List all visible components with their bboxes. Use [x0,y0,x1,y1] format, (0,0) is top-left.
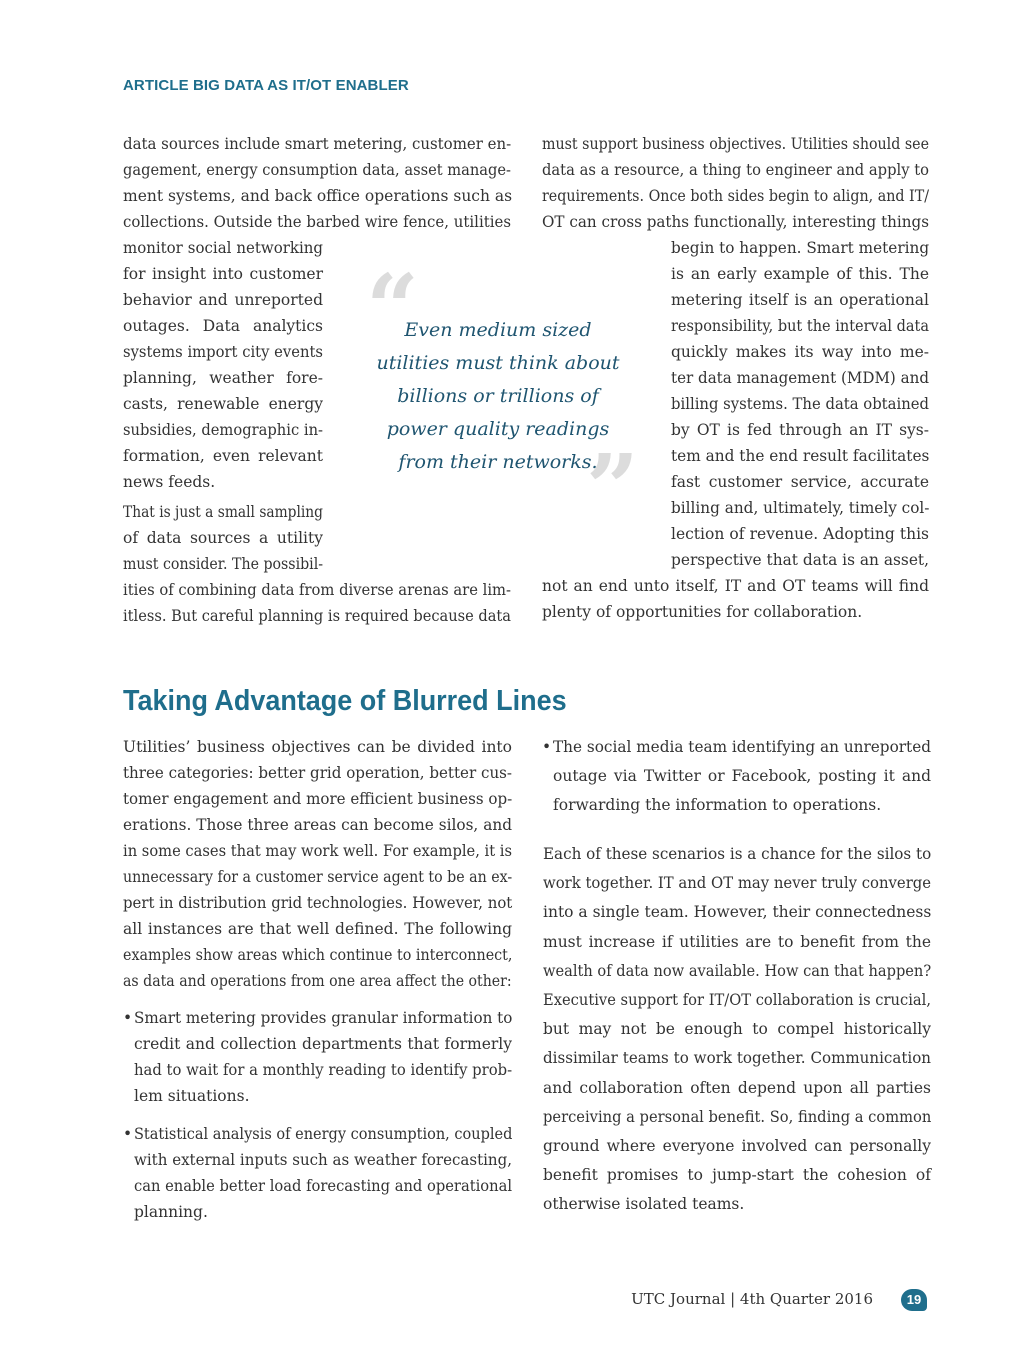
bullet-text-line: forwarding the information to operations. [553,796,882,814]
body-text-line: casts, renewable energy [123,395,323,413]
body-text-line: is an early example of this. The [671,265,929,283]
bullet-text-line: with external inputs such as weather forecasting, [134,1151,512,1169]
pull-quote-line: billions or trillions of [397,385,599,407]
body-text-line: perspective that data is an asset, [671,551,929,569]
body-text-line: planning, weather fore- [123,369,323,387]
bullet-text-line: credit and collection departments that formerly [134,1035,512,1053]
body-text-line: benefit promises to jump-start the cohesion of [543,1166,931,1185]
body-text-line: must support business objectives. Utilities should see [542,135,929,153]
body-text-line: subsidies, demographic in- [123,421,323,439]
body-text-line: outages. Data analytics [123,317,323,335]
body-text-line: ities of combining data from diverse arenas are lim- [123,581,512,599]
body-text-line: quickly makes its way into me- [671,343,929,361]
pull-quote [372,314,624,479]
body-text-line: work together. IT and OT may never truly converge [543,874,932,893]
body-text-line: into a single team. However, their connectedness [543,903,932,922]
body-text-line: of data sources a utility [123,529,323,547]
body-text-line: as data and operations from one area affect the other: [123,972,512,990]
body-text-line: metering itself is an operational [671,291,929,309]
section-label: ARTICLE BIG DATA AS IT/OT ENABLER [123,77,409,94]
body-text-line: must consider. The possibil- [123,555,323,573]
body-text-line: formation, even relevant [123,447,323,465]
body-text-line: requirements. Once both sides begin to align, and IT/ [542,187,929,205]
body-text-line: begin to happen. Smart metering [671,239,930,257]
open-quote-mark: “ [366,254,419,362]
body-text-line: perceiving a personal benefit. So, finding a common [543,1107,932,1126]
body-text-line: behavior and unreported [123,291,323,309]
body-text-line: Utilities’ business objectives can be divided into [123,738,512,756]
body-text-line: pert in distribution grid technologies. However, not [123,894,513,912]
close-quote-mark: ” [586,434,639,542]
body-text-line: lection of revenue. Adopting this [671,525,929,543]
body-text-line: fast customer service, accurate [671,473,929,491]
pull-quote-line: from their networks. [398,451,598,473]
footer-journal: UTC Journal | 4th Quarter 2016 [631,1290,873,1308]
bullet-text-line: planning. [134,1203,208,1221]
bullet-mark: • [123,1009,133,1027]
body-text-line: otherwise isolated teams. [543,1195,745,1214]
bullet-text-line: lem situations. [134,1087,250,1105]
body-text-line: ment systems, and back office operations such as [123,187,513,205]
body-text-line: unnecessary for a customer service agent to be an ex- [123,868,513,886]
body-text-line: monitor social networking [123,239,323,257]
body-text-line: three categories: better grid operation, better cus- [123,764,512,782]
body-text-line: news feeds. [123,473,216,491]
body-text-line: examples show areas which continue to interconnect, [123,946,513,964]
bullet-text-line: outage via Twitter or Facebook, posting it and [553,767,931,785]
body-text-line: Executive support for IT/OT collaboration is crucial, [543,991,931,1009]
body-text-line: gagement, energy consumption data, asset manage- [123,161,511,179]
body-text-line: wealth of data now available. How can that happen? [543,961,932,980]
bullet-mark: • [542,738,552,756]
pull-quote-line: Even medium sized [404,319,592,341]
body-text-line: but may not be enough to compel historically [543,1020,931,1039]
body-text-line: ground where everyone involved can personally [543,1137,931,1155]
body-text-line: systems import city events [123,343,323,361]
body-text-line: tomer engagement and more efficient business op- [123,790,513,808]
body-text-line: in some cases that may work well. For example, it is [123,842,513,860]
body-text-line: Each of these scenarios is a chance for the silos to [543,845,932,863]
body-text-line: responsibility, but the interval data [671,317,929,335]
body-text-line: not an end unto itself, IT and OT teams will find [542,577,929,595]
pull-quote-line: utilities must think about [376,352,620,374]
body-text-line: dissimilar teams to work together. Communication [543,1049,931,1068]
body-text-line: data sources include smart metering, customer en- [123,135,512,153]
body-text-line: collections. Outside the barbed wire fence, utilities [123,213,511,231]
bullet-text-line: Smart metering provides granular information to [134,1009,513,1027]
body-text-line: tem and the end result facilitates [671,447,930,465]
page-number-badge: 19 [901,1289,927,1311]
body-text-line: itless. But careful planning is required because data [123,607,511,625]
body-text-line: for insight into customer [123,265,323,283]
body-text-line: all instances are that well defined. The following [123,920,512,938]
bullet-text-line: Statistical analysis of energy consumption, coupled [134,1125,513,1143]
body-text-line: data as a resource, a thing to engineer and apply to [542,161,929,179]
body-text-line: erations. Those three areas can become silos, and [123,816,512,834]
body-text-line: and collaboration often depend upon all parties [543,1078,931,1097]
body-text-line: OT can cross paths functionally, interesting things [542,213,929,231]
bullet-text-line: can enable better load forecasting and operational [134,1177,513,1195]
bullet-mark: • [123,1125,133,1143]
body-text-line: plenty of opportunities for collaboration. [542,603,863,621]
body-text-line: billing and, ultimately, timely col- [671,499,930,517]
section-heading: Taking Advantage of Blurred Lines [123,685,567,717]
body-text-line: That is just a small sampling [123,503,323,521]
body-text-line: ter data management (MDM) and [671,369,929,387]
pull-quote-line: power quality readings [386,418,610,440]
bullet-text-line: The social media team identifying an unreported [553,738,931,756]
bullet-text-line: had to wait for a monthly reading to identify prob- [134,1061,513,1079]
body-text-line: by OT is fed through an IT sys- [671,421,929,439]
body-text-line: must increase if utilities are to benefit from the [543,932,931,951]
body-text-line: billing systems. The data obtained [671,395,929,413]
